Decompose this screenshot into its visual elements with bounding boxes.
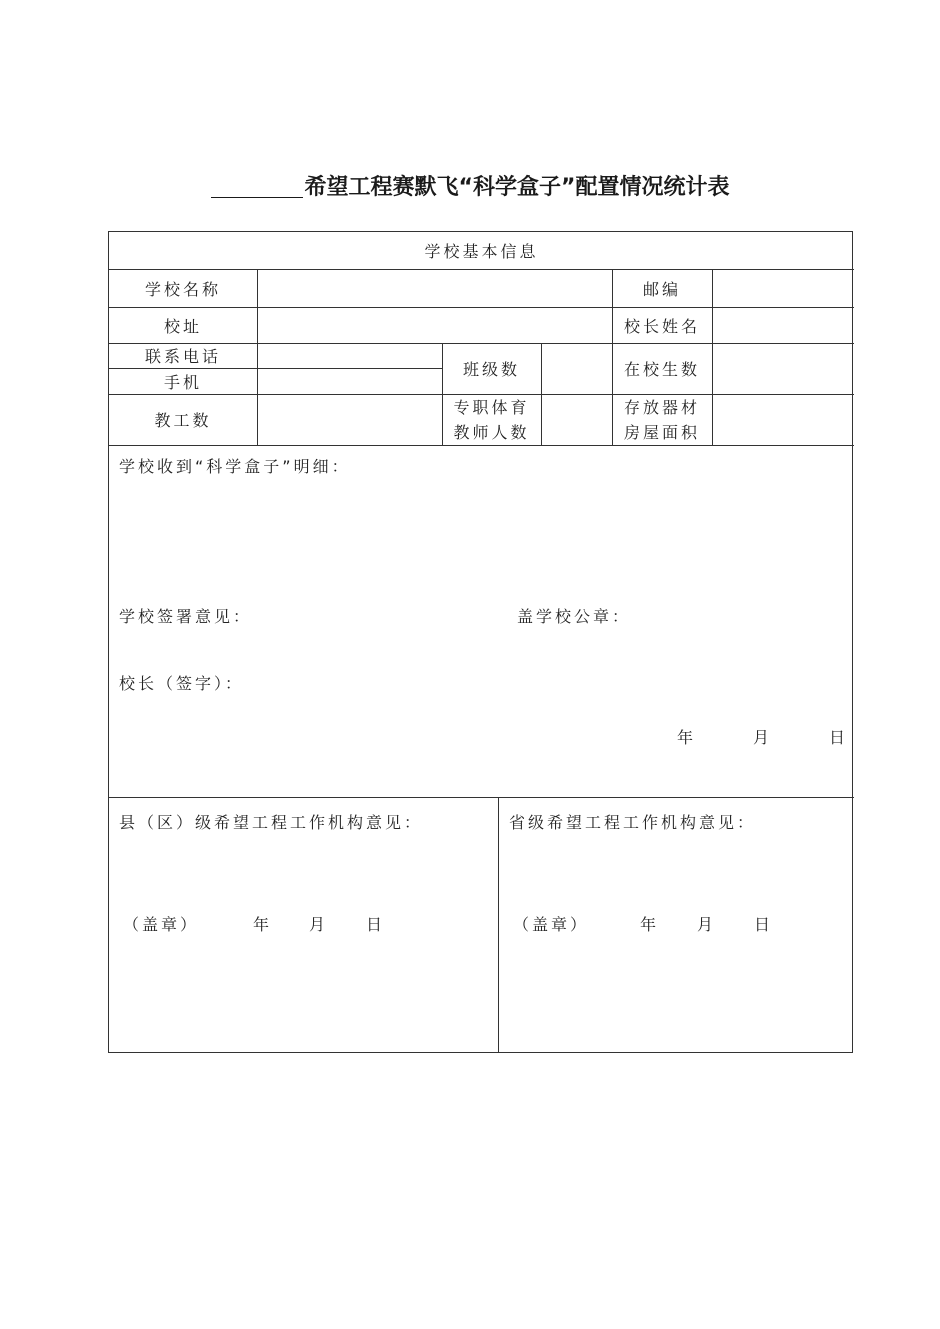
page-title (0, 170, 940, 206)
student-count-field[interactable] (713, 344, 854, 394)
class-count-label: 班级数 (462, 360, 520, 379)
received-month-label: 月 (753, 728, 773, 747)
province-year-label: 年 (640, 915, 660, 934)
storage-area-label (612, 394, 712, 445)
title-text: 希望工程赛默飞“科学盒子”配置情况统计表 (304, 175, 730, 200)
county-seal-label: （盖章） (123, 915, 200, 934)
storage-area-label-line2: 房屋面积 (623, 422, 700, 442)
title-blank-line[interactable] (211, 171, 303, 198)
county-month-label: 月 (309, 915, 329, 934)
phone-label: 联系电话 (144, 347, 221, 366)
postcode-field[interactable] (713, 270, 854, 307)
staff-count-label: 教工数 (154, 411, 212, 430)
received-details-label: 学校收到“科学盒子”明细： (119, 457, 351, 476)
postcode-label: 邮编 (642, 279, 681, 299)
class-count-field[interactable] (542, 344, 612, 394)
pe-teacher-count-label (442, 394, 541, 445)
received-day-label: 日 (829, 728, 849, 747)
phone-field[interactable] (258, 344, 442, 368)
received-year-label: 年 (677, 728, 697, 747)
school-name-field[interactable] (258, 270, 612, 307)
storage-area-field[interactable] (713, 395, 854, 445)
school-opinion-label: 学校签署意见： (119, 607, 253, 626)
province-day-label: 日 (754, 915, 774, 934)
county-opinion-label: 县（区）级希望工程工作机构意见： (119, 813, 424, 832)
student-count-label: 在校生数 (623, 360, 700, 379)
staff-count-field[interactable] (258, 395, 442, 445)
county-day-label: 日 (366, 915, 386, 934)
province-seal-label: （盖章） (513, 915, 590, 934)
principal-name-label: 校长姓名 (623, 316, 700, 336)
pe-teacher-count-field[interactable] (542, 395, 612, 445)
school-name-label: 学校名称 (144, 279, 221, 299)
principal-name-field[interactable] (713, 308, 854, 343)
address-label: 校址 (163, 316, 202, 336)
storage-area-label-line1: 存放器材 (623, 397, 700, 417)
principal-signature-label: 校长（签字）： (119, 674, 245, 693)
school-seal-label: 盖学校公章： (517, 607, 632, 626)
pe-teacher-label-line1: 专职体育 (453, 397, 530, 417)
province-opinion-label: 省级希望工程工作机构意见： (509, 813, 757, 832)
province-month-label: 月 (697, 915, 717, 934)
county-year-label: 年 (253, 915, 273, 934)
statistics-form-table (108, 231, 853, 1053)
pe-teacher-label-line2: 教师人数 (453, 422, 530, 442)
mobile-label: 手机 (163, 372, 202, 392)
address-field[interactable] (258, 308, 612, 343)
basic-info-header: 学校基本信息 (424, 242, 539, 261)
mobile-field[interactable] (258, 369, 442, 394)
